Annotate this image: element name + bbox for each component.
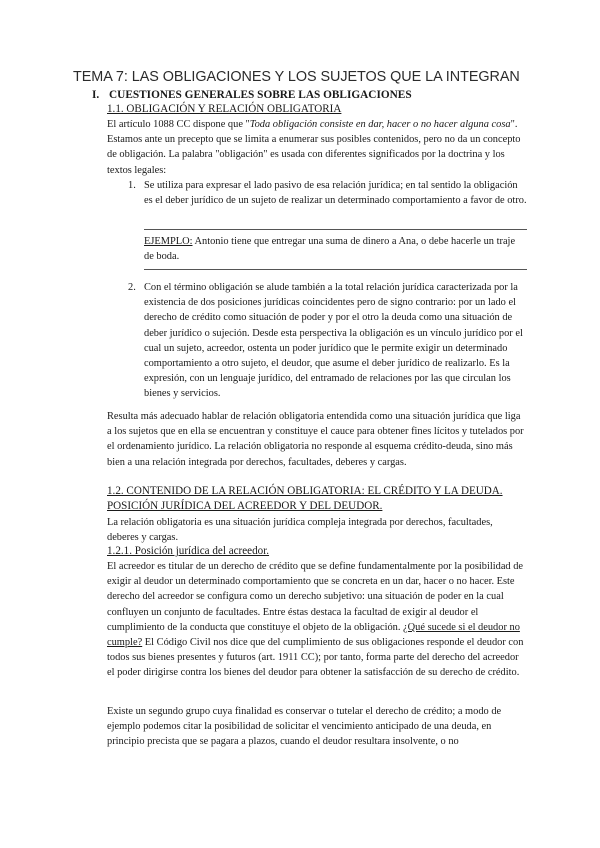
quoted-article: Toda obligación consiste en dar, hacer o no hacer alguna cosa: [249, 119, 511, 130]
section-heading: [92, 89, 412, 101]
list-item: Se utiliza para expresar el lado pasivo de esa relación jurídica; en tal sentido la obligación es el deber jurídico de un sujeto de realizar un determinado comportamiento a favor de otro.: [144, 180, 527, 207]
paragraph-text: El Código Civil nos dice que del cumplimiento de sus obligaciones responde el deudor con todos sus bienes presentes y futuros (art. 1911 CC); por tanto, forma parte del derecho del acreedor el poder dirigirse contra los bienes del deudor para obtener la satisfacción de su derecho de crédito.: [107, 637, 524, 679]
example-label: EJEMPLO:: [144, 236, 193, 247]
paragraph-acreedor: [107, 559, 527, 681]
section-heading-text: CUESTIONES GENERALES SOBRE LAS OBLIGACIONES: [109, 89, 412, 101]
paragraph-text: El artículo 1088 CC dispone que ": [107, 119, 250, 130]
subheading-1-2-line2: POSICIÓN JURÍDICA DEL ACREEDOR Y DEL DEUDOR.: [107, 500, 383, 512]
question-text: ¿Qué sucede si el deudor no cumple?: [107, 621, 520, 649]
divider-line: [144, 229, 527, 230]
paragraph-situacion-compleja: La relación obligatoria es una situación jurídica compleja integrada por derechos, facultades, deberes y cargas.: [107, 517, 493, 544]
example-box: [144, 234, 527, 264]
subheading-1-2-1: 1.2.1. Posición jurídica del acreedor.: [107, 545, 270, 557]
section-number: I.: [92, 89, 100, 101]
paragraph-art-1088: [107, 117, 527, 178]
example-text: Antonio tiene que entregar una suma de dinero a Ana, o debe hacerle un traje de boda.: [144, 236, 516, 263]
subheading-1-2-line1: 1.2. CONTENIDO DE LA RELACIÓN OBLIGATORIA: EL CRÉDITO Y LA DEUDA.: [107, 485, 503, 497]
paragraph-relacion-obligatoria: Resulta más adecuado hablar de relación obligatoria entendida como una situación jurídica que liga a los sujetos que en ella se encuentran y constituye el cauce para obtener fines lícitos y tutelados por el ordenamiento jurídico. La relación obligatoria no responde al esquema crédito-deuda, sino más bien a una relación integrada por derechos, facultades, deberes y cargas.: [107, 411, 524, 468]
subheading-1-1: 1.1. OBLIGACIÓN Y RELACIÓN OBLIGATORIA: [107, 103, 342, 115]
list-item-number: 1.: [128, 180, 136, 191]
paragraph-segundo-grupo: Existe un segundo grupo cuya finalidad es conservar o tutelar el derecho de crédito; a modo de ejemplo podemos citar la posibilidad de solicitar el vencimiento anticipado de una deuda, en principio precista que se pagara a plazos, cuando el deudor resultara insolvente, o no: [107, 706, 502, 748]
divider-line: [144, 269, 527, 270]
paragraph-text: ". Estamos ante un precepto que se limita a enumerar sus posibles contenidos, pero no da un concepto de obligación. La palabra "obligación" es usada con diferentes significados por la doctrina y los textos legales:: [107, 119, 521, 176]
list-item: Con el término obligación se alude también a la total relación jurídica caracterizada por la existencia de dos posiciones jurídicas coincidentes pero de signo contrario: por un lado el derecho de crédito como situación de poder y por el otro la deuda como una situación de deber jurídico o sujeción. Desde esta perspectiva la obligación es un vínculo jurídico por el cual un sujeto, acreedor, ostenta un poder jurídico que le permite exigir un determinado comportamiento a otro sujeto, el deudor, que asume el deber jurídico de realizarlo. Es la expresión, con un lenguaje jurídico, del entramado de relaciones por las que circulan los bienes y servicios.: [144, 282, 523, 400]
paragraph-text: El acreedor es titular de un derecho de crédito que se define fundamentalmente por la posibilidad de exigir al deudor un determinado comportamiento que se concreta en un dar, hacer o no hacer. Este derecho del acreedor se configura como un derecho subjetivo: una situación de poder en la cual confluyen un conjunto de facultades. Entre éstas destaca la facultad de exigir al deudor el cumplimiento de la conducta que constituye el objeto de la obligación.: [107, 561, 524, 633]
list-item-number: 2.: [128, 282, 136, 293]
page-title: TEMA 7: LAS OBLIGACIONES Y LOS SUJETOS QUE LA INTEGRAN: [73, 69, 520, 85]
